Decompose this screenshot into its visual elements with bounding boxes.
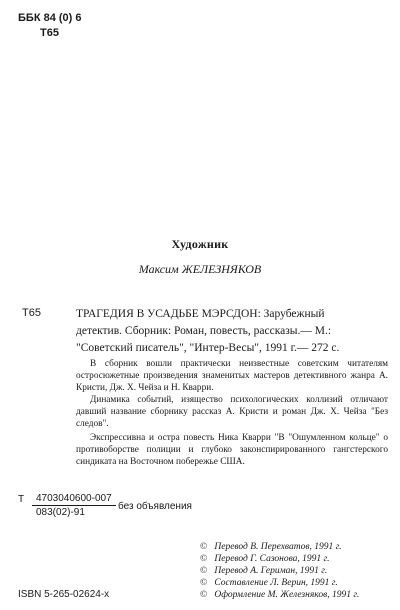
bibliographic-line: ТРАГЕДИЯ В УСАДЬБЕ МЭРСДОН: Зарубежный — [76, 308, 325, 320]
bibliographic-line: детектив. Сборник: Роман, повесть, рассказы.— М.: — [76, 325, 332, 337]
price-number-top: 4703040600-007 — [32, 493, 116, 506]
bibliographic-entry — [76, 306, 388, 357]
annotation-paragraph: Динамика событий, изящество психологических коллизий отличают давший название сборнику рассказ А. Кристи и роман Дж. Х. Чейза "Без следов". — [76, 395, 388, 429]
annotation-paragraph: В сборник вошли практически неизвестные советским читателям остросюжетные произведения знаменитых мастеров детективного жанра А. Кристи, Дж. Х. Чейза и Н. Кварри. — [76, 359, 388, 393]
price-note: без объявления — [118, 501, 192, 512]
copyright-symbol: © — [200, 578, 208, 588]
copyright-credits — [200, 541, 359, 601]
copyright-symbol: © — [200, 590, 208, 600]
artist-name: Максим ЖЕЛЕЗНЯКОВ — [138, 262, 262, 276]
credit-row: © Перевод В. Перехватов, 1991 г. — [200, 542, 342, 552]
artist-label: Художник — [171, 237, 229, 251]
price-number-bottom: 083(02)-91 — [36, 507, 85, 518]
bibliographic-line: "Советский писатель", "Интер-Весы", 1991 г.— 272 с. — [76, 342, 340, 354]
copyright-symbol: © — [200, 566, 208, 576]
credit-row: © Перевод Г. Сазонова, 1991 г. — [200, 554, 330, 564]
annotation-paragraph: Экспрессивна и остра повесть Ника Кварри "В "Ошумленном кольце" о противоборстве полиции и глубоко законспирированного гангстерского синдиката на Восточном побережье США. — [76, 433, 388, 467]
author-mark: Т65 — [40, 27, 59, 39]
bbk-classification: ББК 84 (0) 6 — [18, 12, 82, 24]
copyright-symbol: © — [200, 554, 208, 564]
credit-row: © Оформление М. Железняков, 1991 г. — [200, 590, 360, 600]
price-letter: Т — [18, 494, 25, 505]
entry-author-mark: Т65 — [22, 307, 41, 319]
copyright-symbol: © — [200, 542, 208, 552]
isbn: ISBN 5-265-02624-х — [18, 589, 110, 600]
credit-row: © Составление Л. Верин, 1991 г. — [200, 578, 338, 588]
credit-row: © Перевод А. Гериман, 1991 г. — [200, 566, 328, 576]
